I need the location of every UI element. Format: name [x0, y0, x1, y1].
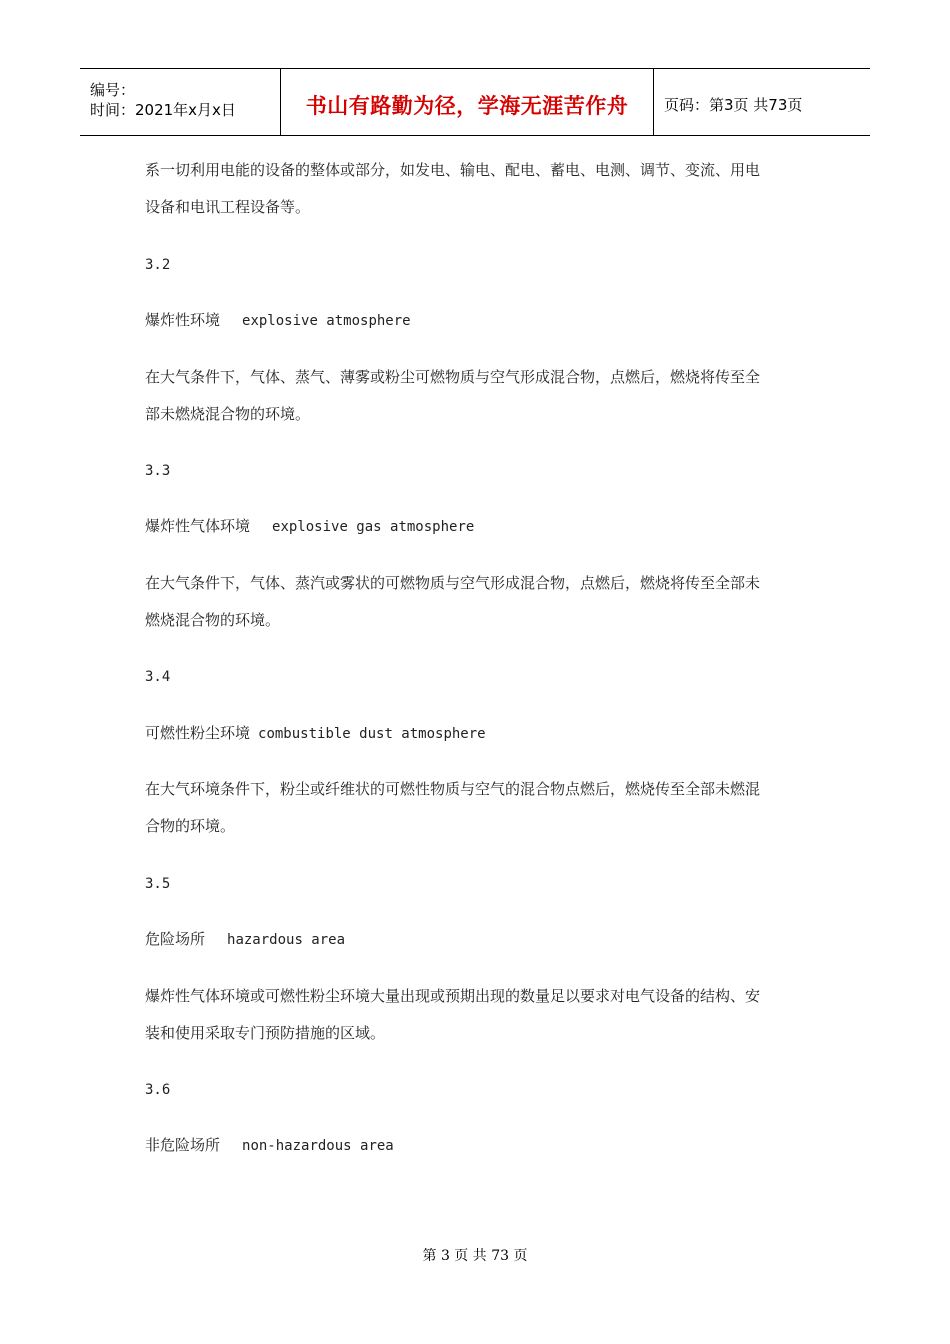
header-page-info: 页码：第3页 共73页: [664, 95, 803, 114]
document-time-label: 时间：2021年x月x日: [90, 101, 236, 119]
term-chinese: 可燃性粉尘环境: [145, 724, 251, 742]
section-number: 3.4: [145, 669, 171, 685]
term-heading: [145, 715, 805, 753]
term-heading: [145, 302, 805, 340]
paragraph-line: 设备和电讯工程设备等。: [145, 198, 311, 216]
term-chinese: 爆炸性气体环境: [145, 517, 251, 535]
section-number: 3.2: [145, 257, 171, 273]
term-english: explosive atmosphere: [242, 313, 411, 329]
definition-paragraph: [145, 978, 805, 1052]
paragraph-intro: [145, 152, 805, 226]
term-chinese: 危险场所: [145, 930, 206, 948]
paragraph-line: 燃烧混合物的环境。: [145, 611, 281, 629]
paragraph-line: 在大气环境条件下，粉尘或纤维状的可燃性物质与空气的混合物点燃后，燃烧传至全部未燃混: [145, 780, 761, 798]
term-heading: [145, 921, 805, 959]
term-heading: [145, 508, 805, 546]
section-number: 3.3: [145, 463, 171, 479]
section-number: 3.5: [145, 876, 171, 892]
page-header: [80, 68, 870, 136]
page-footer: 第 3 页 共 73 页: [422, 1248, 528, 1264]
section-number: 3.6: [145, 1082, 171, 1098]
term-english: combustible dust atmosphere: [258, 726, 486, 742]
term-english: non-hazardous area: [242, 1138, 394, 1154]
definition-paragraph: [145, 771, 805, 845]
paragraph-line: 在大气条件下，气体、蒸汽或雾状的可燃物质与空气形成混合物，点燃后，燃烧将传至全部未: [145, 574, 761, 592]
document-code-label: 编号：: [90, 81, 136, 99]
paragraph-line: 合物的环境。: [145, 817, 236, 835]
term-chinese: 爆炸性环境: [145, 311, 221, 329]
header-meta: [80, 69, 281, 135]
paragraph-line: 装和使用采取专门预防措施的区域。: [145, 1024, 386, 1042]
term-english: hazardous area: [227, 932, 346, 948]
term-chinese: 非危险场所: [145, 1136, 221, 1154]
term-heading: [145, 1127, 805, 1165]
header-page-info-cell: [654, 69, 870, 135]
header-motto-cell: [281, 69, 654, 135]
paragraph-line: 在大气条件下，气体、蒸气、薄雾或粉尘可燃物质与空气形成混合物，点燃后，燃烧将传至全: [145, 368, 761, 386]
paragraph-line: 系一切利用电能的设备的整体或部分，如发电、输电、配电、蓄电、电测、调节、变流、用电: [145, 161, 761, 179]
term-english: explosive gas atmosphere: [272, 519, 475, 535]
header-motto: 书山有路勤为径，学海无涯苦作舟: [305, 94, 629, 118]
paragraph-line: 爆炸性气体环境或可燃性粉尘环境大量出现或预期出现的数量足以要求对电气设备的结构、安: [145, 987, 761, 1005]
definition-paragraph: [145, 359, 805, 433]
paragraph-line: 部未燃烧混合物的环境。: [145, 405, 311, 423]
definition-paragraph: [145, 565, 805, 639]
